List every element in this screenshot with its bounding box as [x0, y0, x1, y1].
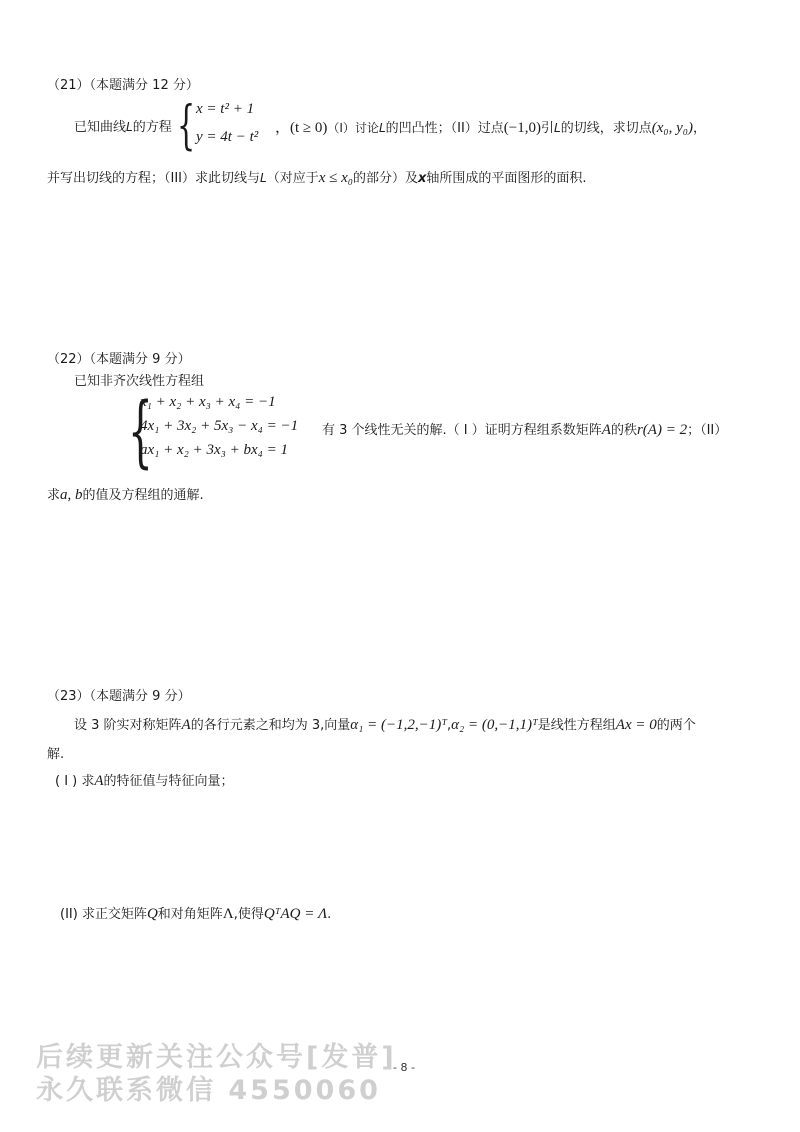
q21-line1-rest: ，(t ≥ 0)（I）讨论L的凹凸性；（II）过点(−1,0)引L的切线，求切点(x₀, y₀)， [275, 120, 706, 136]
q23-part2: (II) 求正交矩阵Q和对角矩阵Λ,使得QᵀAQ = Λ. [60, 906, 332, 922]
watermark-line2: 永久联系微信 4550060 [36, 1075, 381, 1106]
q21-eq1: x = t² + 1 [196, 101, 255, 117]
q22-system-brace: { [128, 387, 153, 477]
q21-header: （21）（本题满分 12 分） [47, 78, 199, 93]
q23-line1: 设 3 阶实对称矩阵A的各行元素之和均为 3,向量α₁ = (−1,2,−1)ᵀ,α₂ = (0,−1,1)ᵀ是线性方程组Ax = 0的两个 [74, 717, 696, 733]
watermark-line1: 后续更新关注公众号[发普] [36, 1042, 397, 1073]
q23-line2: 解. [47, 747, 65, 762]
q22-statement: 有 3 个线性无关的解.（ I ）证明方程组系数矩阵A的秩r(A) = 2；（II） [322, 422, 728, 438]
q22-line2: 求a, b的值及方程组的通解. [47, 487, 204, 503]
q22-eq3: ax₁ + x₂ + 3x₃ + bx₄ = 1 [140, 442, 288, 458]
q22-intro: 已知非齐次线性方程组 [74, 374, 205, 389]
q22-header: （22）（本题满分 9 分） [47, 352, 191, 367]
q21-intro: 已知曲线L的方程 [74, 120, 172, 135]
q21-system-brace: { [177, 96, 196, 156]
page-number: - 8 - [393, 1061, 415, 1074]
q22-eq1: x₁ + x₂ + x₃ + x₄ = −1 [140, 394, 276, 410]
q23-header: （23）（本题满分 9 分） [47, 689, 191, 704]
q21-line2: 并写出切线的方程；（III）求此切线与L（对应于x ≤ x₀的部分）及x轴所围成的平面图形的面积. [47, 170, 587, 186]
q21-eq2: y = 4t − t² [196, 129, 259, 145]
q23-part1: ( I ) 求A的特征值与特征向量； [55, 773, 234, 789]
q22-eq2: 4x₁ + 3x₂ + 5x₃ − x₄ = −1 [140, 418, 299, 434]
